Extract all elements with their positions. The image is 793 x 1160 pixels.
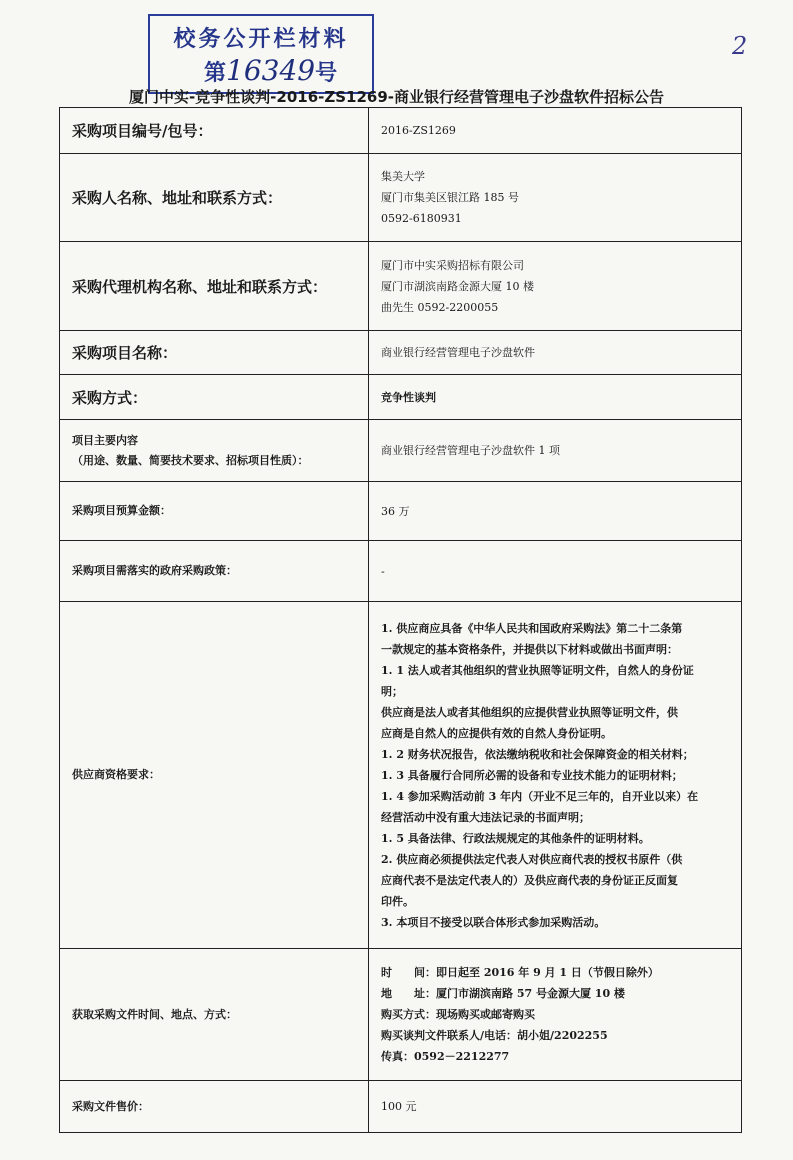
- stamp-title: 校务公开栏材料: [173, 27, 349, 52]
- qualification-line: 1. 3 具备履行合同所必需的设备和专业技术能力的证明材料；: [381, 768, 683, 782]
- table-row-agency: [60, 242, 742, 331]
- value-purchaser: [369, 154, 742, 242]
- qualification-line: 2. 供应商必须提供法定代表人对供应商代表的授权书原件（供: [381, 852, 683, 866]
- label-content: [60, 420, 369, 482]
- qualification-line: 印件。: [381, 894, 414, 908]
- table-row-budget: [60, 482, 742, 541]
- qualification-line: 1. 5 具备法律、行政法规规定的其他条件的证明材料。: [381, 831, 650, 845]
- acquisition-contact: 购买谈判文件联系人/电话：胡小姐/2202255: [381, 1029, 608, 1042]
- table-row-qualification: [60, 602, 742, 949]
- agency-name: 厦门市中实采购招标有限公司: [381, 258, 524, 272]
- value-project-no: 2016-ZS1269: [369, 108, 742, 154]
- qualification-line: 3. 本项目不接受以联合体形式参加采购活动。: [381, 915, 606, 929]
- value-acquisition: [369, 949, 742, 1081]
- table-row-project-name: [60, 331, 742, 375]
- qualification-line: 应商代表不是法定代表人的）及供应商代表的身份证正反面复: [381, 873, 678, 887]
- value-method: 竞争性谈判: [369, 375, 742, 420]
- table-row-method: [60, 375, 742, 420]
- value-policy: -: [369, 541, 742, 602]
- agency-contact: 曲先生 0592-2200055: [381, 300, 499, 314]
- label-project-no: 采购项目编号/包号：: [60, 108, 369, 154]
- archive-stamp: [148, 14, 374, 94]
- handwritten-page-mark: 2: [732, 32, 748, 60]
- qualification-line: 1. 1 法人或者其他组织的营业执照等证明文件，自然人的身份证: [381, 663, 694, 677]
- label-acquisition: 获取采购文件时间、地点、方式：: [60, 949, 369, 1081]
- label-budget: 采购项目预算金额：: [60, 482, 369, 541]
- table-row-policy: [60, 541, 742, 602]
- table-row-project-no: [60, 108, 742, 154]
- value-price: 100 元: [369, 1081, 742, 1133]
- qualification-line: 1. 2 财务状况报告，依法缴纳税收和社会保障资金的相关材料；: [381, 747, 694, 761]
- label-price: 采购文件售价：: [60, 1081, 369, 1133]
- label-agency: 采购代理机构名称、地址和联系方式：: [60, 242, 369, 331]
- purchaser-address: 厦门市集美区银江路 185 号: [381, 191, 519, 204]
- label-qualification: 供应商资格要求：: [60, 602, 369, 949]
- label-purchaser: 采购人名称、地址和联系方式：: [60, 154, 369, 242]
- label-method: 采购方式：: [60, 375, 369, 420]
- agency-address: 厦门市湖滨南路金源大厦 10 楼: [381, 279, 534, 293]
- qualification-line: 1. 4 参加采购活动前 3 年内（开业不足三年的，自开业以来）在: [381, 789, 699, 803]
- qualification-line: 经营活动中没有重大违法记录的书面声明；: [381, 810, 590, 824]
- tender-info-table: [59, 107, 742, 1133]
- stamp-number-line: [204, 54, 337, 87]
- qualification-line: 1. 供应商应具备《中华人民共和国政府采购法》第二十二条第: [381, 621, 683, 635]
- qualification-line: 一款规定的基本资格条件，并提供以下材料或做出书面声明：: [381, 642, 678, 656]
- value-project-name: 商业银行经营管理电子沙盘软件: [369, 331, 742, 375]
- value-content: 商业银行经营管理电子沙盘软件 1 项: [369, 420, 742, 482]
- acquisition-address: 地 址：厦门市湖滨南路 57 号金源大厦 10 楼: [381, 987, 625, 1000]
- purchaser-name: 集美大学: [381, 170, 425, 183]
- table-row-acquisition: [60, 949, 742, 1081]
- label-project-name: 采购项目名称：: [60, 331, 369, 375]
- qualification-line: 供应商是法人或者其他组织的应提供营业执照等证明文件，供: [381, 705, 678, 719]
- table-row-content: [60, 420, 742, 482]
- value-budget: 36 万: [369, 482, 742, 541]
- acquisition-fax: 传真：0592－2212277: [381, 1050, 510, 1063]
- label-content-line2: （用途、数量、简要技术要求、招标项目性质）：: [72, 453, 309, 467]
- label-policy: 采购项目需落实的政府采购政策：: [60, 541, 369, 602]
- document-title: 厦门中实-竞争性谈判-2016-ZS1269-商业银行经营管理电子沙盘软件招标公告: [128, 88, 665, 106]
- qualification-line: 应商是自然人的应提供有效的自然人身份证明。: [381, 726, 612, 740]
- acquisition-method: 购买方式：现场购买或邮寄购买: [381, 1008, 535, 1021]
- label-content-line1: 项目主要内容: [72, 433, 138, 447]
- value-agency: [369, 242, 742, 331]
- value-qualification: [369, 602, 742, 949]
- table-row-price: [60, 1081, 742, 1133]
- stamp-prefix: 第: [204, 61, 227, 86]
- purchaser-phone: 0592-6180931: [381, 212, 462, 225]
- stamp-suffix: 号: [315, 61, 338, 86]
- acquisition-time: 时 间：即日起至 2016 年 9 月 1 日（节假日除外）: [381, 966, 659, 979]
- table-row-purchaser: [60, 154, 742, 242]
- stamp-number: 16349: [226, 54, 316, 87]
- qualification-line: 明；: [381, 684, 403, 698]
